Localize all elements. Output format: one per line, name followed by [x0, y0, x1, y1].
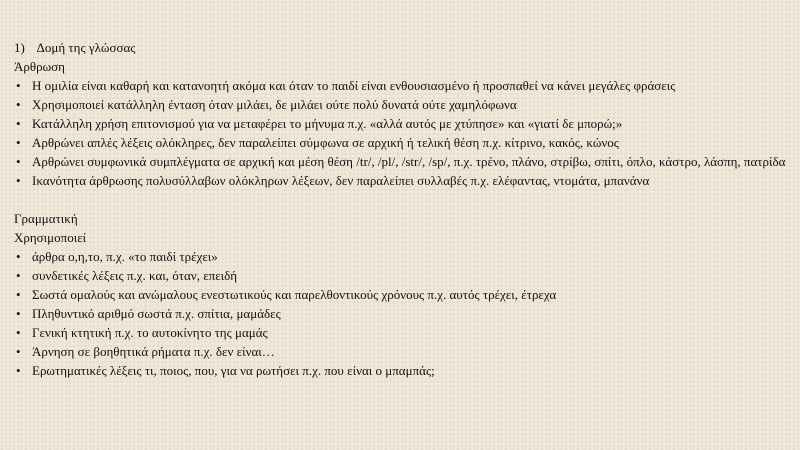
list-item: • Άρνηση σε βοηθητικά ρήματα π.χ. δεν είναι…	[16, 344, 275, 359]
list-item: • Ερωτηματικές λέξεις τι, ποιος, που, για να ρωτήσει π.χ. που είναι ο μπαμπάς;	[16, 363, 435, 378]
bullet-icon: •	[16, 325, 21, 340]
bullet-icon: •	[16, 135, 21, 150]
subheading-uses: Χρησιμοποιεί	[14, 230, 87, 245]
list-item: • Κατάλληλη χρήση επιτονισμού για να μεταφέρει το μήνυμα π.χ. «αλλά αυτός με χτύπησε» και «γιατί δε μπορώ;»	[16, 116, 623, 131]
grammar-heading: Γραμματική	[14, 211, 78, 226]
spacer	[14, 190, 794, 209]
subheading-articulation: Άρθρωση	[14, 59, 65, 74]
articulation-list	[14, 76, 794, 190]
slide-content	[14, 38, 794, 380]
list-item: • Αρθρώνει απλές λέξεις ολόκληρες, δεν παραλείπει σύμφωνα σε αρχική ή τελική θέση π.χ. κίτρινο, κακός, κώνος	[16, 135, 619, 150]
section-title: Δομή της γλώσσας	[36, 40, 136, 55]
bullet-icon: •	[16, 97, 21, 112]
bullet-icon: •	[16, 268, 21, 283]
list-item: • Αρθρώνει συμφωνικά συμπλέγματα σε αρχική και μέση θέση /tr/, /pl/, /str/, /sp/, π.χ. τρένο, πλάνο, στρίβω, σπίτι, όπλο, κάστρο, λάσπη, πατρίδα	[16, 154, 786, 169]
section-heading	[14, 38, 794, 57]
bullet-icon: •	[16, 154, 21, 169]
bullet-icon: •	[16, 249, 21, 264]
bullet-icon: •	[16, 363, 21, 378]
section-number: 1)	[14, 40, 25, 55]
list-item: • Γενική κτητική π.χ. το αυτοκίνητο της μαμάς	[16, 325, 268, 340]
bullet-icon: •	[16, 287, 21, 302]
list-item: • Πληθυντικό αριθμό σωστά π.χ. σπίτια, μαμάδες	[16, 306, 281, 321]
bullet-icon: •	[16, 344, 21, 359]
list-item: • Ικανότητα άρθρωσης πολυσύλλαβων ολόκληρων λέξεων, δεν παραλείπει συλλαβές π.χ. ελέφαντας, ντομάτα, μπανάνα	[16, 173, 650, 188]
list-item: • Σωστά ομαλούς και ανώμαλους ενεστωτικούς και παρελθοντικούς χρόνους π.χ. αυτός τρέχει, έτρεχα	[16, 287, 557, 302]
bullet-icon: •	[16, 306, 21, 321]
grammar-list	[14, 247, 794, 380]
list-item: • συνδετικές λέξεις π.χ. και, όταν, επειδή	[16, 268, 238, 283]
list-item: • άρθρα ο,η,το, π.χ. «το παιδί τρέχει»	[16, 249, 218, 264]
bullet-icon: •	[16, 116, 21, 131]
bullet-icon: •	[16, 78, 21, 93]
list-item: • Η ομιλία είναι καθαρή και κατανοητή ακόμα και όταν το παιδί είναι ενθουσιασμένο ή προσπαθεί να κάνει μεγάλες φράσεις	[16, 78, 676, 93]
list-item: • Χρησιμοποιεί κατάλληλη ένταση όταν μιλάει, δε μιλάει ούτε πολύ δυνατά ούτε χαμηλόφωνα	[16, 97, 517, 112]
bullet-icon: •	[16, 173, 21, 188]
